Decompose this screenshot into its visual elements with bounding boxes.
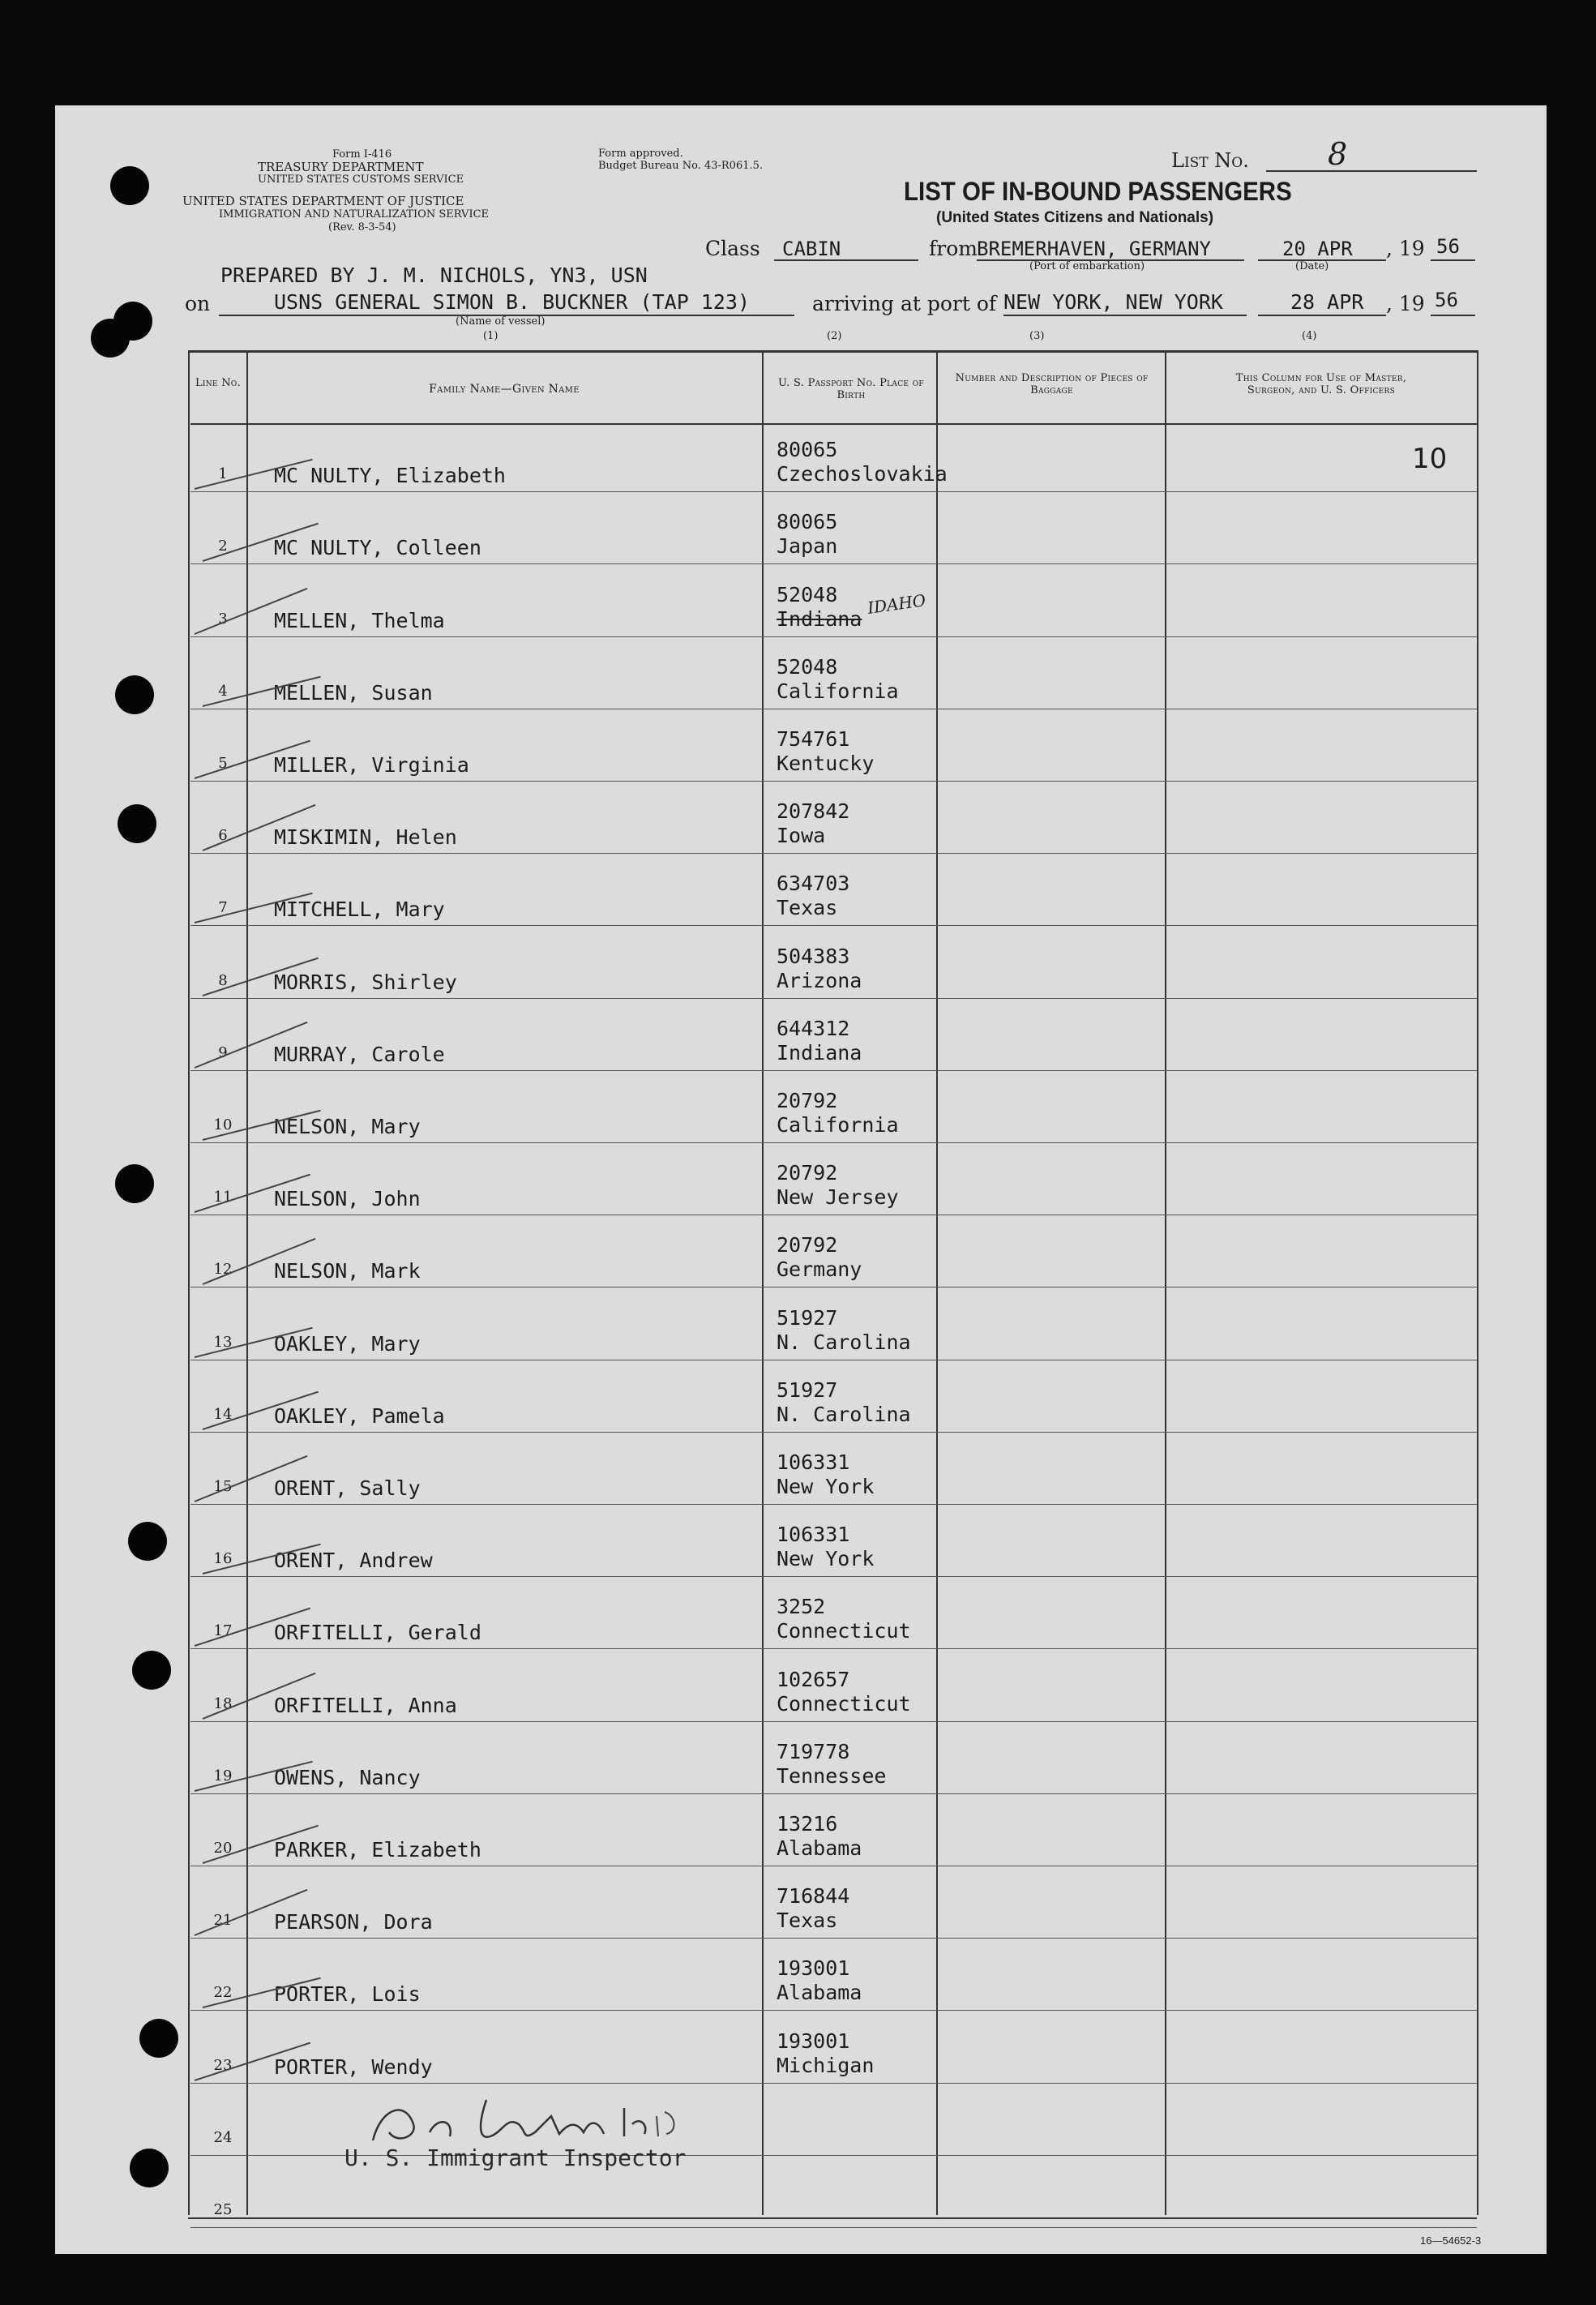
line-number: 2 bbox=[218, 538, 228, 555]
passenger-name: OWENS, Nancy bbox=[274, 1765, 421, 1789]
passenger-name: ORENT, Andrew bbox=[274, 1549, 433, 1573]
passenger-name: MC NULTY, Elizabeth bbox=[274, 464, 506, 488]
passenger-name: PEARSON, Dora bbox=[274, 1910, 433, 1934]
arrival-date: 28 APR bbox=[1290, 290, 1364, 314]
line-number: 3 bbox=[218, 610, 228, 628]
column-number-1: (1) bbox=[483, 330, 498, 342]
line-number: 10 bbox=[213, 1116, 233, 1133]
date-value: 20 APR bbox=[1282, 238, 1353, 260]
place-of-birth: N. Carolina bbox=[777, 1330, 911, 1354]
row-divider bbox=[190, 1793, 1477, 1794]
list-no-label: List No. bbox=[1171, 149, 1249, 172]
passport-number: 634703 bbox=[777, 872, 850, 896]
on-label: on bbox=[185, 292, 211, 315]
line-number: 9 bbox=[218, 1043, 228, 1061]
line-number: 24 bbox=[213, 2128, 233, 2146]
passenger-name: MORRIS, Shirley bbox=[274, 970, 457, 994]
from-value: BREMERHAVEN, GERMANY bbox=[977, 238, 1211, 260]
line-number: 19 bbox=[213, 1767, 233, 1784]
line-number: 21 bbox=[213, 1912, 233, 1930]
header-officers: This Column for Use of Master, Surgeon, and U. S. Officers bbox=[1235, 372, 1407, 396]
class-value: CABIN bbox=[782, 238, 841, 260]
punch-hole bbox=[128, 1522, 167, 1561]
line-number: 11 bbox=[213, 1189, 233, 1206]
col-divider-passport bbox=[936, 350, 938, 2215]
place-of-birth: California bbox=[777, 1113, 899, 1137]
passport-number: 207842 bbox=[777, 799, 850, 824]
class-label: Class bbox=[705, 237, 760, 260]
passenger-name: MILLER, Virginia bbox=[274, 753, 469, 777]
page-title: LIST OF IN-BOUND PASSENGERS bbox=[904, 177, 1292, 206]
passenger-name: NELSON, John bbox=[274, 1187, 421, 1211]
place-of-birth: New York bbox=[777, 1547, 875, 1571]
row-divider bbox=[190, 1432, 1477, 1433]
passenger-name: PARKER, Elizabeth bbox=[274, 1838, 481, 1862]
inspector-stamp: U. S. Immigrant Inspector bbox=[344, 2144, 687, 2171]
list-no-value: 8 bbox=[1328, 136, 1348, 172]
treasury-dept: TREASURY DEPARTMENT bbox=[258, 160, 424, 174]
form-id: Form I-416 bbox=[332, 148, 392, 161]
line-number: 4 bbox=[218, 682, 228, 700]
page-subtitle: (United States Citizens and Nationals) bbox=[936, 209, 1214, 226]
arrival-year-suffix: 56 bbox=[1435, 289, 1458, 311]
vessel-name: USNS GENERAL SIMON B. BUCKNER (TAP 123) bbox=[274, 290, 750, 314]
row-divider bbox=[190, 2010, 1477, 2011]
justice-dept: UNITED STATES DEPARTMENT OF JUSTICE bbox=[182, 194, 464, 208]
table-border-left bbox=[188, 350, 190, 2215]
birthplace-correction: IDAHO bbox=[866, 589, 927, 618]
row-divider bbox=[190, 2227, 1477, 2228]
class-line bbox=[774, 259, 918, 261]
punch-hole bbox=[115, 675, 154, 714]
header-passport: U. S. Passport No. Place of Birth bbox=[778, 377, 924, 401]
passenger-name: PORTER, Lois bbox=[274, 1982, 421, 2007]
passenger-name: OAKLEY, Pamela bbox=[274, 1403, 445, 1428]
passenger-name: MISKIMIN, Helen bbox=[274, 825, 457, 850]
arriving-label: arriving at port of bbox=[812, 292, 997, 315]
passport-number: 52048 bbox=[777, 582, 838, 606]
place-of-birth: Germany bbox=[777, 1257, 862, 1282]
print-code: 16—54652-3 bbox=[1420, 2234, 1482, 2247]
passenger-name: MC NULTY, Colleen bbox=[274, 536, 481, 560]
place-of-birth: Alabama bbox=[777, 1836, 862, 1860]
row-divider bbox=[190, 781, 1477, 782]
place-of-birth: Iowa bbox=[777, 824, 826, 848]
row-divider bbox=[190, 636, 1477, 637]
place-of-birth: Indiana bbox=[777, 606, 862, 631]
place-of-birth: Texas bbox=[777, 896, 838, 920]
col-divider-line-no bbox=[246, 350, 248, 2215]
passport-number: 193001 bbox=[777, 2029, 850, 2053]
row-divider bbox=[190, 925, 1477, 926]
row-divider bbox=[190, 563, 1477, 564]
line-number: 14 bbox=[213, 1405, 233, 1423]
passport-number: 13216 bbox=[777, 1812, 838, 1836]
list-no-line bbox=[1266, 170, 1477, 172]
row-divider bbox=[190, 1576, 1477, 1577]
arrival-port-line bbox=[1003, 315, 1247, 316]
punch-hole bbox=[132, 1651, 171, 1690]
passport-number: 504383 bbox=[777, 944, 850, 968]
row-divider bbox=[190, 1721, 1477, 1722]
place-of-birth: Connecticut bbox=[777, 1691, 911, 1716]
header-baggage: Number and Description of Pieces of Baggage bbox=[955, 372, 1149, 396]
row-divider bbox=[190, 491, 1477, 492]
punch-hole bbox=[130, 2149, 169, 2187]
line-number: 22 bbox=[213, 1984, 233, 2002]
passenger-name: PORTER, Wendy bbox=[274, 2054, 433, 2079]
passenger-name: NELSON, Mark bbox=[274, 1259, 421, 1283]
column-number-2: (2) bbox=[827, 330, 842, 342]
passport-number: 644312 bbox=[777, 1016, 850, 1040]
passport-number: 52048 bbox=[777, 654, 838, 679]
row-divider bbox=[190, 998, 1477, 999]
passport-number: 193001 bbox=[777, 1956, 850, 1981]
arrival-port: NEW YORK, NEW YORK bbox=[1003, 290, 1223, 314]
table-border-right bbox=[1477, 350, 1478, 2215]
line-number: 7 bbox=[218, 899, 228, 917]
row-divider bbox=[190, 1504, 1477, 1505]
revision: (Rev. 8-3-54) bbox=[328, 221, 396, 233]
line-number: 1 bbox=[218, 465, 228, 483]
passenger-name: MELLEN, Thelma bbox=[274, 608, 445, 632]
line-number: 18 bbox=[213, 1694, 233, 1712]
place-of-birth: New York bbox=[777, 1475, 875, 1498]
place-of-birth: Tennessee bbox=[777, 1763, 887, 1788]
header-bottom-line bbox=[190, 423, 1477, 425]
from-label: from bbox=[929, 237, 978, 260]
arrival-year-prefix: , 19 bbox=[1386, 292, 1425, 315]
line-number: 5 bbox=[218, 755, 228, 772]
passport-number: 106331 bbox=[777, 1450, 850, 1474]
passenger-name: MELLEN, Susan bbox=[274, 680, 433, 705]
vessel-caption: (Name of vessel) bbox=[456, 315, 546, 328]
line-number: 15 bbox=[213, 1478, 233, 1495]
budget-bureau: Budget Bureau No. 43-R061.5. bbox=[598, 160, 764, 172]
place-of-birth: Connecticut bbox=[777, 1619, 911, 1643]
place-of-birth: N. Carolina bbox=[777, 1402, 911, 1426]
place-of-birth: Japan bbox=[777, 534, 838, 559]
passport-number: 20792 bbox=[777, 1089, 838, 1112]
passport-number: 716844 bbox=[777, 1884, 850, 1909]
col-divider-name bbox=[762, 350, 764, 2215]
line-number: 23 bbox=[213, 2056, 233, 2074]
passport-number: 20792 bbox=[777, 1161, 838, 1185]
place-of-birth: Texas bbox=[777, 1909, 838, 1933]
passport-number: 3252 bbox=[777, 1595, 826, 1619]
place-of-birth: Arizona bbox=[777, 968, 862, 992]
passenger-name: ORENT, Sally bbox=[274, 1476, 421, 1500]
place-of-birth: Michigan bbox=[777, 2053, 875, 2077]
port-embark-caption: (Port of embarkation) bbox=[1029, 260, 1145, 272]
passport-number: 80065 bbox=[777, 438, 838, 462]
officer-note: 10 bbox=[1412, 443, 1448, 476]
passport-number: 719778 bbox=[777, 1739, 850, 1763]
header-line-no: Line No. bbox=[195, 377, 242, 389]
line-number: 25 bbox=[213, 2201, 233, 2218]
passenger-name: NELSON, Mary bbox=[274, 1115, 421, 1138]
passenger-name: ORFITELLI, Anna bbox=[274, 1693, 457, 1717]
line-number: 8 bbox=[218, 971, 228, 989]
row-divider bbox=[190, 1938, 1477, 1939]
line-number: 6 bbox=[218, 827, 228, 845]
place-of-birth: Alabama bbox=[777, 1981, 862, 2005]
passenger-name: MURRAY, Carole bbox=[274, 1042, 445, 1066]
place-of-birth: Indiana bbox=[777, 1040, 862, 1065]
line-number: 20 bbox=[213, 1840, 233, 1857]
passenger-name: OAKLEY, Mary bbox=[274, 1331, 421, 1356]
place-of-birth: Kentucky bbox=[777, 752, 875, 775]
row-divider bbox=[190, 1142, 1477, 1143]
passenger-name: MITCHELL, Mary bbox=[274, 898, 445, 922]
passport-number: 51927 bbox=[777, 1305, 838, 1330]
passport-number: 106331 bbox=[777, 1523, 850, 1547]
line-number: 17 bbox=[213, 1622, 233, 1640]
arrival-date-line bbox=[1258, 315, 1386, 316]
ins: IMMIGRATION AND NATURALIZATION SERVICE bbox=[219, 208, 490, 221]
header-name: Family Name—Given Name bbox=[429, 383, 580, 396]
place-of-birth: Czechoslovakia bbox=[777, 462, 948, 486]
punch-hole bbox=[139, 2019, 178, 2058]
punch-hole bbox=[115, 1164, 154, 1203]
passenger-name: ORFITELLI, Gerald bbox=[274, 1621, 481, 1645]
year-line bbox=[1431, 259, 1475, 261]
line-number: 16 bbox=[213, 1550, 233, 1568]
passport-number: 754761 bbox=[777, 727, 850, 751]
customs-service: UNITED STATES CUSTOMS SERVICE bbox=[258, 174, 464, 186]
row-divider bbox=[190, 1648, 1477, 1649]
column-number-4: (4) bbox=[1302, 330, 1317, 342]
passport-number: 80065 bbox=[777, 510, 838, 534]
form-approved: Form approved. bbox=[598, 148, 683, 160]
line-number: 13 bbox=[213, 1333, 233, 1351]
punch-hole bbox=[110, 166, 149, 205]
punch-hole bbox=[113, 302, 152, 341]
row-divider bbox=[190, 853, 1477, 854]
year-prefix: , 19 bbox=[1386, 237, 1425, 260]
passport-number: 51927 bbox=[777, 1377, 838, 1402]
arrival-year-line bbox=[1431, 315, 1475, 316]
place-of-birth: New Jersey bbox=[777, 1185, 899, 1210]
column-number-3: (3) bbox=[1029, 330, 1045, 342]
col-divider-baggage bbox=[1165, 350, 1166, 2215]
passport-number: 102657 bbox=[777, 1667, 850, 1691]
punch-hole bbox=[118, 804, 156, 843]
year-suffix: 56 bbox=[1436, 235, 1460, 258]
prepared-by: PREPARED BY J. M. NICHOLS, YN3, USN bbox=[220, 263, 648, 287]
row-divider bbox=[190, 1070, 1477, 1071]
place-of-birth: California bbox=[777, 679, 899, 703]
line-number: 12 bbox=[213, 1261, 233, 1279]
passport-number: 20792 bbox=[777, 1233, 838, 1257]
date-caption: (Date) bbox=[1295, 260, 1329, 272]
